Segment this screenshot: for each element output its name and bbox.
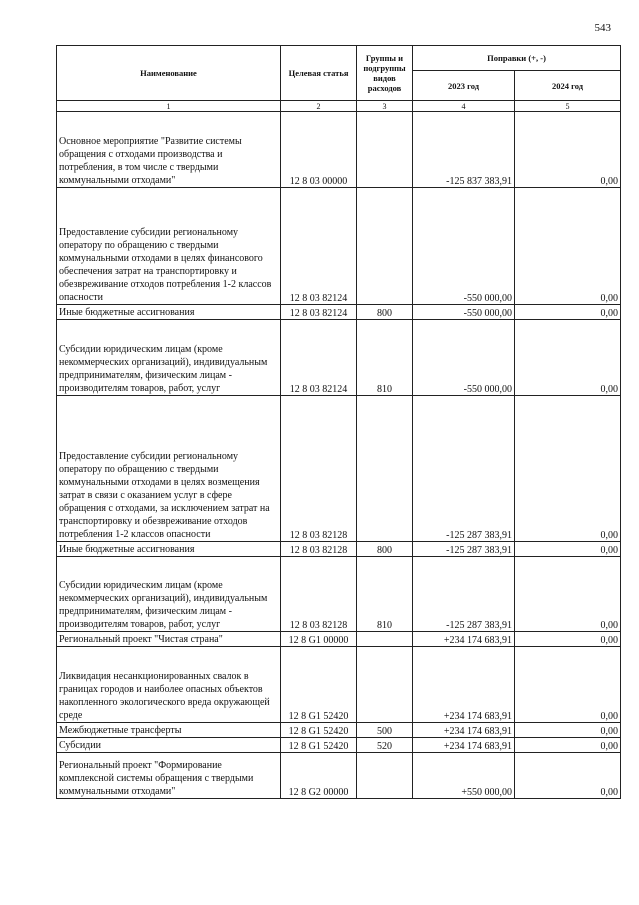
row-amount-2023: -125 837 383,91 [413, 112, 515, 188]
col-number: 4 [413, 101, 515, 112]
row-group [357, 647, 413, 723]
col-number: 5 [515, 101, 621, 112]
row-code: 12 8 03 82124 [281, 320, 357, 396]
row-code: 12 8 03 82128 [281, 396, 357, 542]
table-row [57, 738, 621, 753]
header-2024: 2024 год [515, 71, 621, 101]
row-amount-2024: 0,00 [515, 647, 621, 723]
row-code: 12 8 G1 52420 [281, 723, 357, 738]
row-group [357, 112, 413, 188]
row-name: Субсидии юридическим лицам (кроме некоммерческих организаций), индивидуальным предпринимателям, физическим лицам - производителям товаров, работ, услуг [57, 320, 281, 396]
row-code: 12 8 G2 00000 [281, 753, 357, 799]
row-amount-2024: 0,00 [515, 753, 621, 799]
table-row [57, 305, 621, 320]
row-name: Предоставление субсидии региональному оператору по обращению с твердыми коммунальными отходами в целях возмещения затрат в связи с оказанием услуг в сфере обращения с отходами, за исключением затрат на транспортировку и обезвреживание отходов потребления 1-2 классов опасности [57, 396, 281, 542]
col-number: 3 [357, 101, 413, 112]
table-row [57, 647, 621, 723]
header-group: Группы и подгруппы видов расходов [357, 46, 413, 101]
table-row [57, 188, 621, 305]
row-code: 12 8 03 82124 [281, 305, 357, 320]
row-group [357, 632, 413, 647]
row-name: Ликвидация несанкционированных свалок в границах городов и наиболее опасных объектов накопленного экологического вреда окружающей среде [57, 647, 281, 723]
row-group [357, 753, 413, 799]
row-amount-2023: -550 000,00 [413, 305, 515, 320]
row-code: 12 8 G1 00000 [281, 632, 357, 647]
row-group: 520 [357, 738, 413, 753]
header-2023: 2023 год [413, 71, 515, 101]
table-row [57, 396, 621, 542]
row-code: 12 8 03 00000 [281, 112, 357, 188]
row-amount-2023: -125 287 383,91 [413, 542, 515, 557]
row-amount-2024: 0,00 [515, 738, 621, 753]
row-amount-2024: 0,00 [515, 320, 621, 396]
row-amount-2023: -125 287 383,91 [413, 396, 515, 542]
row-group: 810 [357, 320, 413, 396]
page-number: 543 [594, 22, 611, 34]
row-amount-2024: 0,00 [515, 112, 621, 188]
row-amount-2023: +234 174 683,91 [413, 738, 515, 753]
row-amount-2023: +234 174 683,91 [413, 723, 515, 738]
budget-amendments-table [56, 45, 621, 799]
row-code: 12 8 03 82128 [281, 557, 357, 632]
row-amount-2024: 0,00 [515, 396, 621, 542]
row-group: 800 [357, 542, 413, 557]
row-name: Региональный проект "Формирование комплексной системы обращения с твердыми коммунальными отходами" [57, 753, 281, 799]
row-amount-2024: 0,00 [515, 305, 621, 320]
row-amount-2024: 0,00 [515, 632, 621, 647]
row-name: Субсидии [57, 738, 281, 753]
row-amount-2024: 0,00 [515, 557, 621, 632]
row-amount-2024: 0,00 [515, 723, 621, 738]
table-row [57, 632, 621, 647]
table-row [57, 112, 621, 188]
row-amount-2023: +234 174 683,91 [413, 647, 515, 723]
row-amount-2023: +550 000,00 [413, 753, 515, 799]
row-group: 500 [357, 723, 413, 738]
row-amount-2024: 0,00 [515, 188, 621, 305]
table-row [57, 542, 621, 557]
row-code: 12 8 G1 52420 [281, 738, 357, 753]
row-name: Иные бюджетные ассигнования [57, 542, 281, 557]
row-name: Субсидии юридическим лицам (кроме некоммерческих организаций), индивидуальным предпринимателям, физическим лицам - производителям товаров, работ, услуг [57, 557, 281, 632]
header-target: Целевая статья [281, 46, 357, 101]
table-row [57, 723, 621, 738]
table-row [57, 557, 621, 632]
row-amount-2023: +234 174 683,91 [413, 632, 515, 647]
row-group: 800 [357, 305, 413, 320]
header-amendments: Поправки (+, -) [413, 46, 621, 71]
row-group [357, 188, 413, 305]
row-code: 12 8 03 82124 [281, 188, 357, 305]
table-row [57, 320, 621, 396]
row-amount-2023: -550 000,00 [413, 188, 515, 305]
column-numbers-row [57, 101, 621, 112]
table-row [57, 753, 621, 799]
col-number: 2 [281, 101, 357, 112]
row-amount-2024: 0,00 [515, 542, 621, 557]
row-name: Межбюджетные трансферты [57, 723, 281, 738]
row-group [357, 396, 413, 542]
row-amount-2023: -125 287 383,91 [413, 557, 515, 632]
row-code: 12 8 03 82128 [281, 542, 357, 557]
header-name: Наименование [57, 46, 281, 101]
row-name: Основное мероприятие "Развитие системы обращения с отходами производства и потребления, в том числе с твердыми коммунальными отходами" [57, 112, 281, 188]
row-amount-2023: -550 000,00 [413, 320, 515, 396]
row-code: 12 8 G1 52420 [281, 647, 357, 723]
row-name: Иные бюджетные ассигнования [57, 305, 281, 320]
row-name: Предоставление субсидии региональному оператору по обращению с твердыми коммунальными отходами в целях финансового обеспечения затрат на транспортировку и обезвреживание отходов потребления 1-2 классов опасности [57, 188, 281, 305]
row-name: Региональный проект "Чистая страна" [57, 632, 281, 647]
row-group: 810 [357, 557, 413, 632]
col-number: 1 [57, 101, 281, 112]
